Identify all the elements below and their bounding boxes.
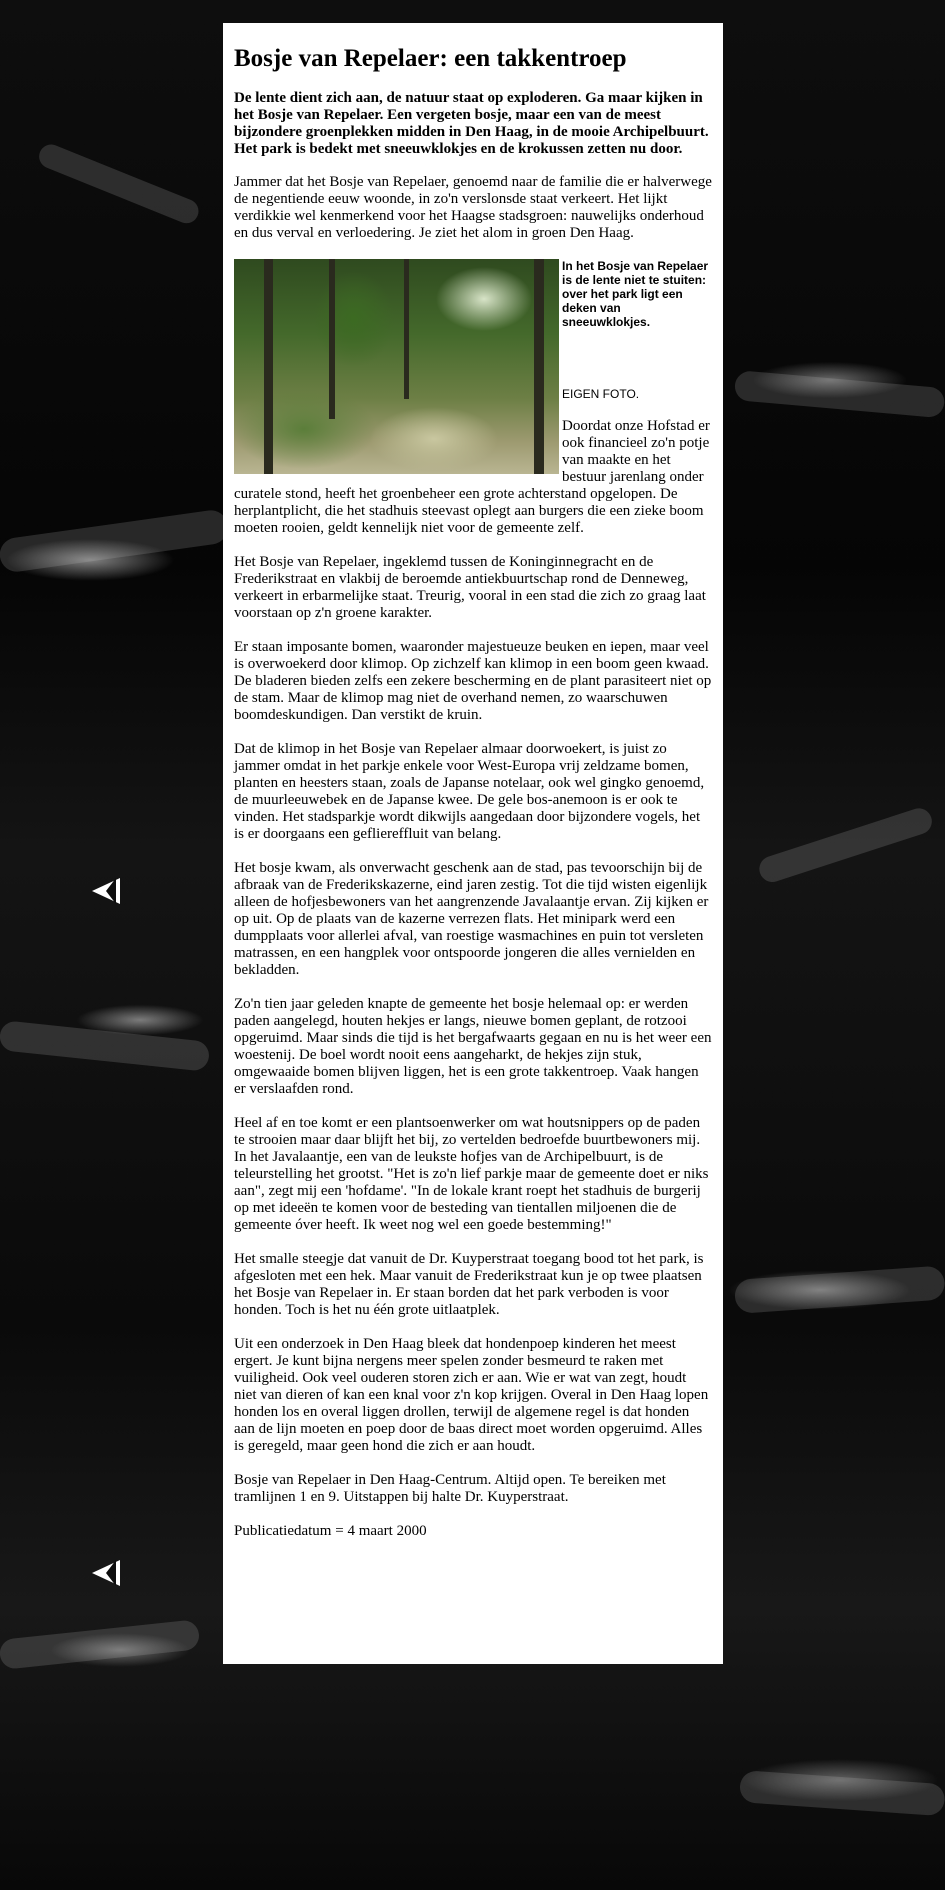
- background-branch-decoration: [36, 141, 203, 227]
- photo-tree-trunk: [404, 259, 409, 399]
- photo-tree-trunk: [534, 259, 544, 474]
- photo-tree-trunk: [329, 259, 335, 419]
- background-branch-decoration: [0, 1020, 210, 1072]
- background-branch-decoration: [734, 1265, 945, 1314]
- article-paragraph: Er staan imposante bomen, waaronder majestueuze beuken en iepen, maar veel is overwoekerd door klimop. Op zichzelf kan klimop in een boom geen kwaad. De bladeren bieden zelfs een zekere bescherming en de plant parasiteert niet op de stam. Maar de klimop mag niet de overhand nemen, zo waarschuwen boomdeskundigen. Dan verstikt de kruin.: [234, 638, 712, 723]
- article-paragraph: Uit een onderzoek in Den Haag bleek dat hondenpoep kinderen het meest ergert. Je kunt bijna nergens meer spelen zonder besmeurd te raken met vuiligheid. Ook veel ouderen storen zich er aan. Wie er wat van zegt, houdt niet van dieren of kan een knal voor z'n kop krijgen. Overal in Den Haag lopen honden los en overal liggen drollen, terwijl de algemene regel is dat honden aan de lijn moeten en poep door de baas direct moet worden opgeruimd. Alles is geregeld, maar geen hond die zich er aan houdt.: [234, 1335, 709, 1454]
- article-body: [234, 259, 712, 1540]
- background-branch-decoration: [734, 370, 945, 418]
- back-arrow-icon[interactable]: [92, 1560, 120, 1586]
- article-paragraph: Dat de klimop in het Bosje van Repelaer almaar doorwoekert, is juist zo jammer omdat in het parkje enkele voor West-Europa vrij zeldzame bomen, planten en heesters staan, zoals de Japanse notelaar, ook wel gingko genoemd, de muurleeuwebek en de Japanse kwee. De gele bos-anemoon is er ook te vinden. Het stadsparkje wordt dikwijls aangedaan door bijzondere vogels, het is er doorgaans een gefliereffluit van belang.: [234, 740, 705, 842]
- article-paragraph: Doordat onze Hofstad er ook financieel zo'n potje van maakte en het bestuur jarenlang onder curatele stond, heeft het groenbeheer een grote achterstand opgelopen. De herplantplicht, die het stadhuis steevast oplegt aan burgers die een zieke boom moeten rooien, geldt kennelijk niet voor de gemeente zelf.: [234, 417, 710, 536]
- article-practical-info: Bosje van Repelaer in Den Haag-Centrum. Altijd open. Te bereiken met tramlijnen 1 en 9. Uitstappen bij halte Dr. Kuyperstraat.: [234, 1471, 666, 1505]
- previous-page-arrow-icon[interactable]: [92, 878, 120, 904]
- background-branch-decoration: [756, 805, 935, 885]
- article-intro: Jammer dat het Bosje van Repelaer, genoemd naar de familie die er halverwege de negentiende eeuw woonde, in zo'n verslonsde staat verkeert. Het lijkt verdikkie wel kenmerkend voor het Haagse stadsgroen: nauwelijks onderhoud en dus verval en verloedering. Je ziet het alom in groen Den Haag.: [234, 173, 712, 241]
- park-photo: [234, 259, 559, 474]
- article-paragraph: Het bosje kwam, als onverwacht geschenk aan de stad, pas tevoorschijn bij de afbraak van de Frederikskazerne, eind jaren zestig. Tot die tijd wisten eigenlijk alleen de hofjesbewoners van het aangrenzende Javalaantje ervan. Zij kijken er op uit. Op de plaats van de kazerne verrezen flats. Het minipark werd een dumpplaats voor allerlei afval, van roestige wasmachines en puin tot versleten matrassen, en een hangplek voor ontspoorde jongeren die alles vernielden en bekladden.: [234, 859, 709, 978]
- article-panel: [223, 23, 723, 1664]
- photo-tree-trunk: [264, 259, 273, 474]
- article-paragraph: Zo'n tien jaar geleden knapte de gemeente het bosje helemaal op: er werden paden aangelegd, houten hekjes er langs, nieuwe bomen geplant, de rotzooi opgeruimd. Maar sinds die tijd is het bergafwaarts gegaan en nu is het weer een woestenij. De boel wordt nooit eens aangeharkt, de hekjes zijn stuk, omgewaaide bomen blijven liggen, het is een grote takkentroep. Vaak hangen er verslaafden rond.: [234, 995, 712, 1097]
- article-lead: De lente dient zich aan, de natuur staat op exploderen. Ga maar kijken in het Bosje van Repelaer. Een vergeten bosje, maar een van de meest bijzondere groenplekken midden in Den Haag, in de mooie Archipelbuurt. Het park is bedekt met sneeuwklokjes en de krokussen zetten nu door.: [234, 89, 709, 157]
- article-paragraph: Heel af en toe komt er een plantsoenwerker om wat houtsnippers op de paden te strooien maar daar blijft het bij, zo vertelden bedroefde buurtbewoners mij. In het Javalaantje, een van de leukste hofjes van de Archipelbuurt, is de teleurstelling het grootst. "Het is zo'n lief parkje maar de gemeente doet er niks aan", zegt mij een 'hofdame'. "In de lokale krant roept het stadhuis de burgerij op met ideeën te komen voor de besteding van tientallen miljoenen die de gemeente óver heeft. Ik weet nog wel een goede bestemming!": [234, 1114, 709, 1233]
- background-branch-decoration: [0, 1619, 200, 1670]
- article-title: Bosje van Repelaer: een takkentroep: [234, 45, 627, 72]
- article-paragraph: Het Bosje van Repelaer, ingeklemd tussen de Koninginnegracht en de Frederikstraat en vlakbij de beroemde antiekbuurtschap rond de Denneweg, verkeert in erbarmelijke staat. Treurig, vooral in een stad die zich zo graag laat voorstaan op z'n groene karakter.: [234, 553, 706, 621]
- article-paragraph: Het smalle steegje dat vanuit de Dr. Kuyperstraat toegang bood tot het park, is afgesloten met een hek. Maar vanuit de Frederikstraat kun je op twee plaatsen het Bosje van Repelaer in. Er staan borden dat het park verboden is voor honden. Toch is het nu één grote uitlaatplek.: [234, 1250, 704, 1318]
- photo-caption: In het Bosje van Repelaer is de lente niet te stuiten: over het park ligt een deken van sneeuwklokjes.: [562, 258, 709, 329]
- publication-date: Publicatiedatum = 4 maart 2000: [234, 1522, 427, 1539]
- background-branch-decoration: [0, 508, 230, 574]
- background-branch-decoration: [739, 1770, 945, 1816]
- photo-credit: EIGEN FOTO.: [562, 386, 640, 401]
